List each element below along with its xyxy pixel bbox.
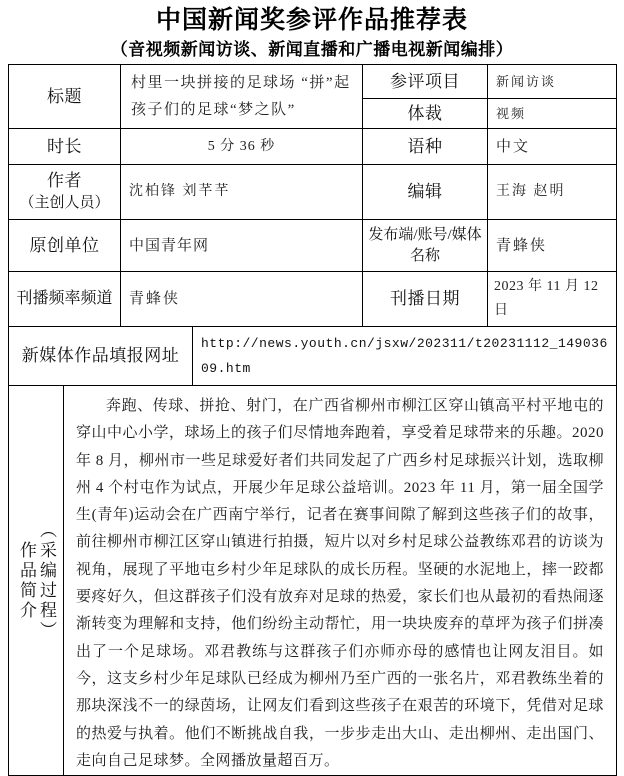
row-title-category <box>9 65 617 99</box>
editor-label: 编辑 <box>363 165 488 220</box>
duration-label: 时长 <box>9 129 121 165</box>
author-value: 沈柏锋 刘芊芊 <box>121 165 363 220</box>
duration-value: 5 分 36 秒 <box>121 129 363 165</box>
summary-label-line1: 作品简介 <box>17 540 36 621</box>
genre-label: 体裁 <box>363 99 488 129</box>
summary-label-line2: （采编过程） <box>37 520 56 641</box>
summary-label-vertical <box>9 521 63 641</box>
summary-text: 奔跑、传球、拼抢、射门，在广西省柳州市柳江区穿山镇高平村平地屯的穿山中心小学，球场上的孩子们尽情地奔跑着，享受着足球带来的乐趣。2020 年 8 月，柳州市一些足球爱好者们共同发起了广西乡村足球振兴计划，选取柳州 4 个村屯作为试点，开展少年足球公益培训。2023 年 11 月，第一届全国学生(青年)运动会在广西南宁举行，记者在赛事间隙了解到这些孩子们的故事，前往柳州市柳江区穿山镇进行拍摄，短片以对乡村足球公益教练邓君的访谈为视角，展现了平地屯乡村少年足球队的成长历程。坚硬的水泥地上，摔一跤都要疼好久，但这群孩子们没有放弃对足球的热爱，家长们也从最初的看热闹逐渐转变为理解和支持，他们纷纷主动帮忙，用一块块废弃的草坪为孩子们拼凑出了一个足球场。邓君教练与这群孩子们亦师亦母的感情也让网友泪目。如今，这支乡村少年足球队已经成为柳州乃至广西的一张名片，邓君教练坐着的那块深浅不一的绿茵场，让网友们看到这些孩子在艰苦的环境下，凭借对足球的热爱与执着。他们不断挑战自我，一步步走出大山、走出柳州、走出国门、走向自己足球梦。全网播放量超百万。 <box>76 398 605 769</box>
row-author-editor <box>9 165 617 220</box>
publish-account-value: 青蜂侠 <box>488 220 617 272</box>
author-label <box>9 165 121 220</box>
entry-category-value: 新闻访谈 <box>488 65 617 99</box>
row-unit-account <box>9 220 617 272</box>
row-url <box>9 327 617 386</box>
editor-value: 王海 赵明 <box>488 165 617 220</box>
language-value: 中文 <box>488 129 617 165</box>
broadcast-channel-label: 刊播频率频道 <box>9 272 121 327</box>
row-channel-date <box>9 272 617 327</box>
title-field-value: 村里一块拼接的足球场 “拼”起孩子们的足球“梦之队” <box>121 65 363 129</box>
title-field-label: 标题 <box>9 65 121 129</box>
author-label-line1: 作者 <box>47 171 82 190</box>
broadcast-channel-value: 青蜂侠 <box>121 272 363 327</box>
page-subtitle: （音视频新闻访谈、新闻直播和广播电视新闻编排） <box>110 40 514 59</box>
row-duration-language <box>9 129 617 165</box>
broadcast-date-label: 刊播日期 <box>363 272 488 327</box>
summary-label <box>9 386 64 776</box>
broadcast-date-value: 2023 年 11 月 12 日 <box>488 272 617 327</box>
new-media-url-label: 新媒体作品填报网址 <box>9 327 193 386</box>
original-unit-value: 中国青年网 <box>121 220 363 272</box>
summary-cell <box>64 386 617 776</box>
new-media-url-value: http://news.youth.cn/jsxw/202311/t20231112_14903609.htm <box>193 327 617 386</box>
publish-account-label: 发布端/账号/媒体名称 <box>363 220 488 272</box>
page-title: 中国新闻奖参评作品推荐表 <box>155 7 468 34</box>
recommendation-table <box>8 64 617 776</box>
original-unit-label: 原创单位 <box>9 220 121 272</box>
language-label: 语种 <box>363 129 488 165</box>
genre-value: 视频 <box>488 99 617 129</box>
row-summary <box>9 386 617 776</box>
author-label-line2: （主创人员） <box>19 195 110 211</box>
entry-category-label: 参评项目 <box>363 65 488 99</box>
